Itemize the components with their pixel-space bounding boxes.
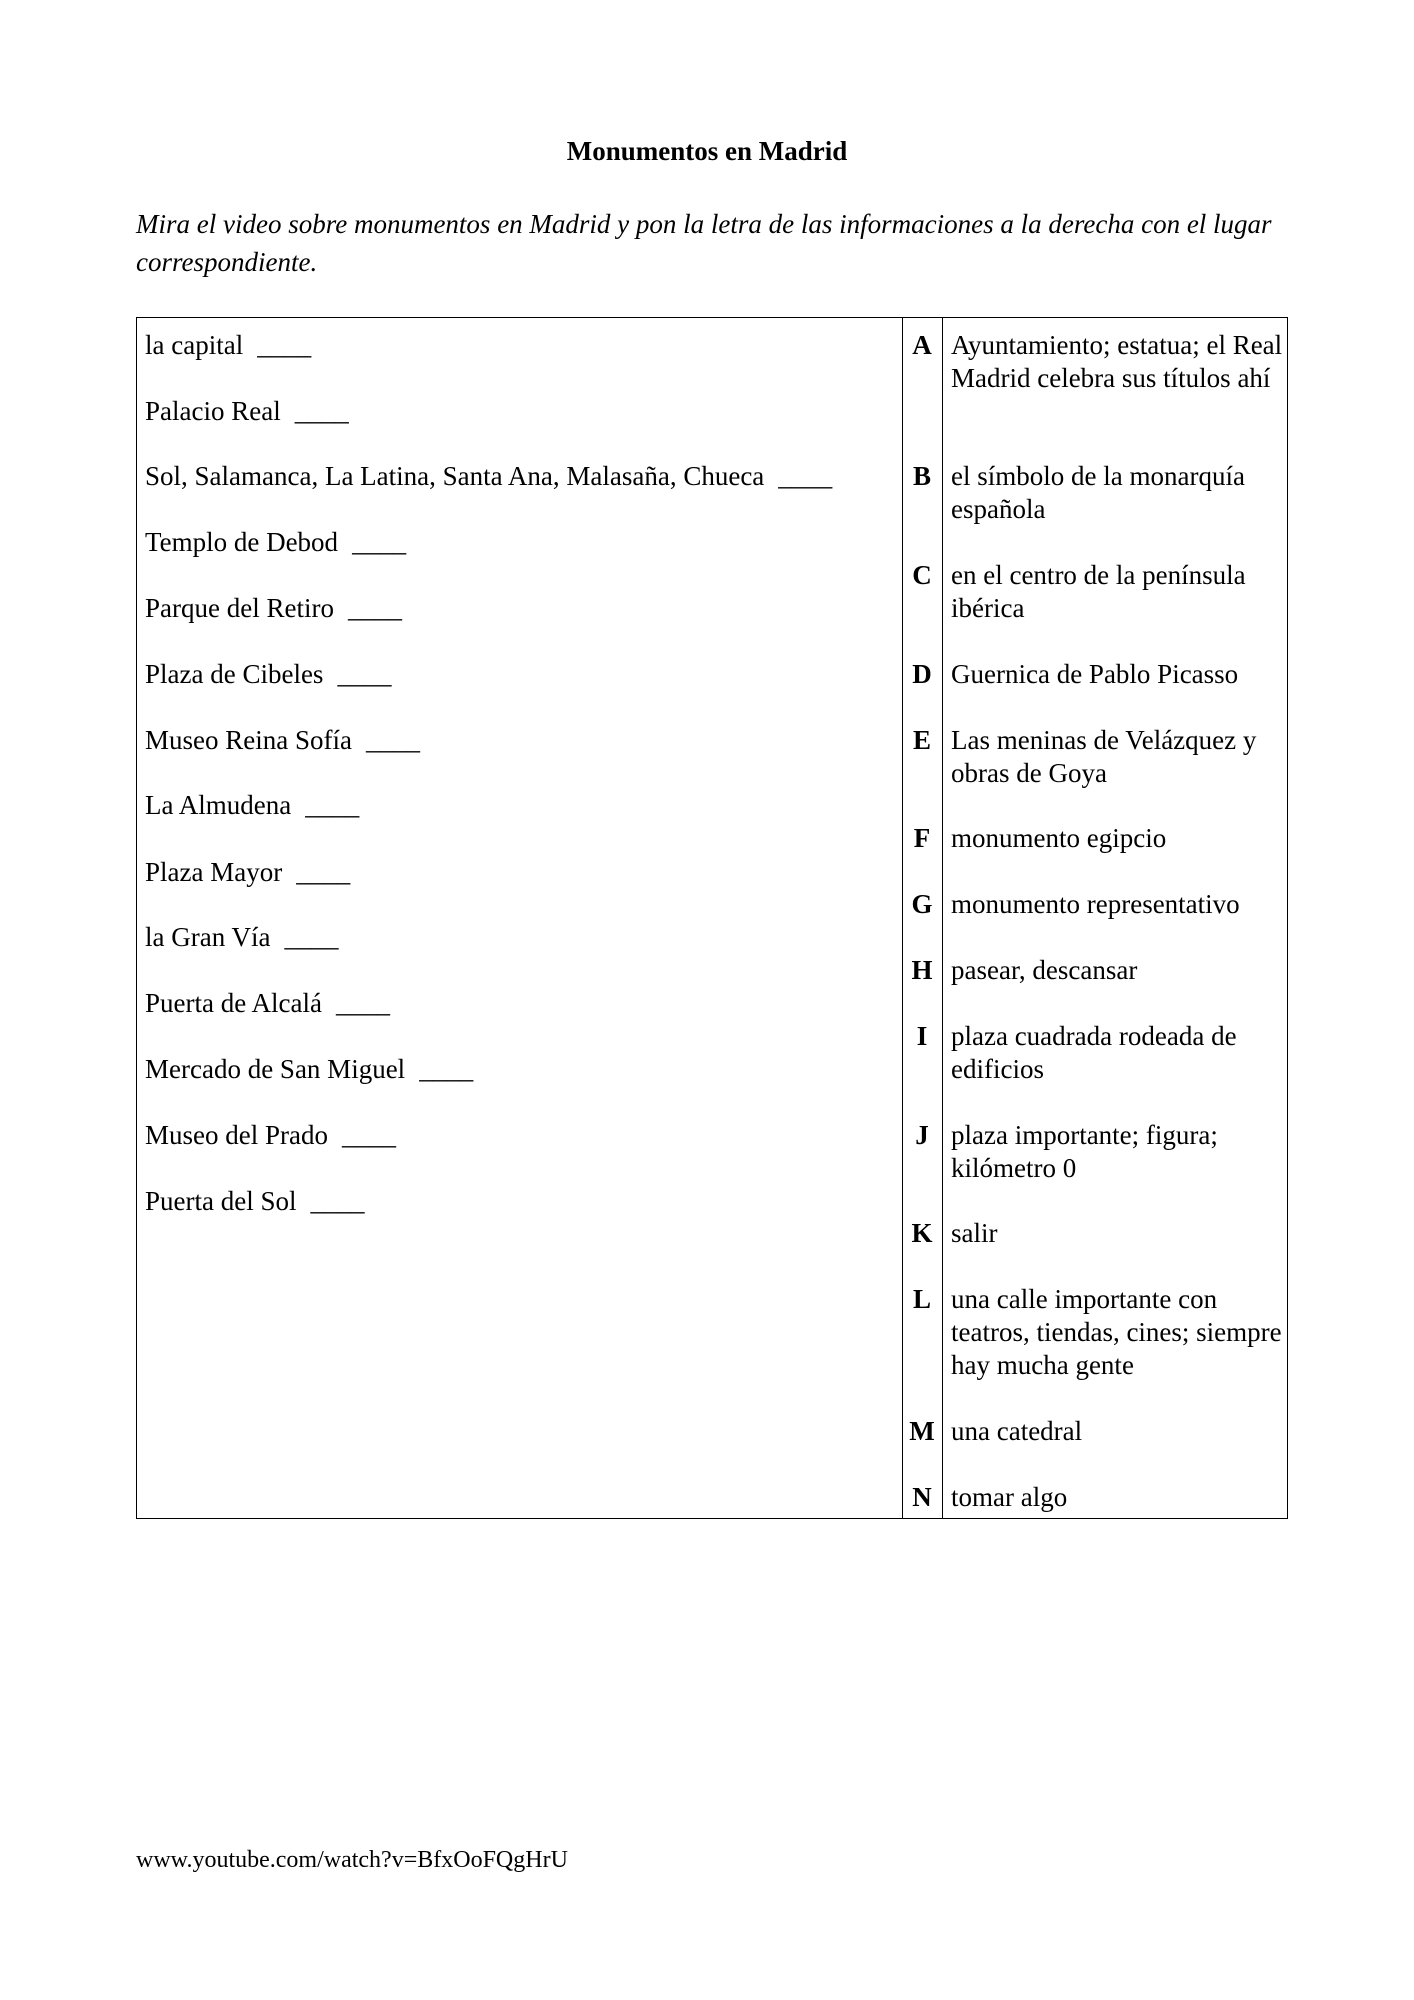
- place-label: Museo Reina Sofía: [145, 725, 352, 755]
- info-letter: M: [909, 1416, 935, 1446]
- info-letter: A: [912, 330, 932, 360]
- answer-blank: ____: [296, 857, 351, 887]
- info-letter: N: [912, 1482, 932, 1512]
- info-text: monumento representativo: [951, 889, 1240, 919]
- letters-column: [903, 318, 943, 1518]
- place-item: [145, 1053, 473, 1086]
- info-column: [943, 318, 1287, 1518]
- place-label: Plaza Mayor: [145, 857, 283, 887]
- info-text: pasear, descansar: [951, 955, 1138, 985]
- answer-blank: ____: [347, 593, 402, 623]
- info-letter: F: [913, 823, 931, 853]
- source-url: www.youtube.com/watch?v=BfxOoFQgHrU: [136, 1847, 568, 1873]
- place-item: [145, 526, 406, 559]
- answer-blank: ____: [337, 659, 392, 689]
- place-label: Plaza de Cibeles: [145, 659, 324, 689]
- place-label: Puerta de Alcalá: [145, 988, 322, 1018]
- info-text: una catedral: [951, 1416, 1083, 1446]
- place-item: [145, 592, 402, 625]
- info-letter: E: [912, 725, 931, 755]
- place-item: [145, 789, 359, 822]
- answer-blank: ____: [778, 461, 833, 491]
- info-text: Guernica de Pablo Picasso: [951, 659, 1239, 689]
- instructions: Mira el video sobre monumentos en Madrid y pon la letra de las informaciones a la derecha con el lugar correspondiente.: [136, 209, 1272, 277]
- info-text: salir: [951, 1218, 998, 1248]
- info-text: tomar algo: [951, 1482, 1068, 1512]
- info-text: una calle importante con teatros, tiendas, cines; siempre hay mucha gente: [951, 1284, 1282, 1380]
- info-letter: C: [912, 560, 932, 590]
- answer-blank: ____: [257, 330, 312, 360]
- place-label: Templo de Debod: [145, 527, 339, 557]
- place-item: [145, 987, 390, 1020]
- info-letter: H: [911, 955, 933, 985]
- answer-blank: ____: [341, 1120, 396, 1150]
- place-item: [145, 1185, 364, 1218]
- place-item: [145, 329, 311, 362]
- info-text: Ayuntamiento; estatua; el Real Madrid celebra sus títulos ahí: [951, 330, 1283, 393]
- place-item: [145, 724, 420, 757]
- answer-blank: ____: [419, 1054, 474, 1084]
- answer-blank: ____: [294, 396, 349, 426]
- place-item: [145, 856, 350, 889]
- answer-blank: ____: [365, 725, 420, 755]
- info-text: Las meninas de Velázquez y obras de Goya: [951, 725, 1257, 788]
- page-title: Monumentos en Madrid: [566, 136, 848, 166]
- place-label: la capital: [145, 330, 244, 360]
- info-letter: K: [911, 1218, 933, 1248]
- info-letter: G: [911, 889, 933, 919]
- place-item: [145, 658, 391, 691]
- answer-blank: ____: [284, 922, 339, 952]
- info-text: plaza importante; figura; kilómetro 0: [951, 1120, 1218, 1183]
- answer-blank: ____: [335, 988, 390, 1018]
- info-letter: I: [916, 1021, 928, 1051]
- place-label: Museo del Prado: [145, 1120, 328, 1150]
- place-label: La Almudena: [145, 790, 292, 820]
- place-item: [145, 1119, 396, 1152]
- place-label: Sol, Salamanca, La Latina, Santa Ana, Malasaña, Chueca: [145, 461, 765, 491]
- info-letter: L: [912, 1284, 931, 1314]
- answer-blank: ____: [310, 1186, 365, 1216]
- place-label: la Gran Vía: [145, 922, 271, 952]
- info-letter: J: [915, 1120, 929, 1150]
- info-text: el símbolo de la monarquía española: [951, 461, 1245, 524]
- answer-blank: ____: [305, 790, 360, 820]
- info-letter: D: [912, 659, 932, 689]
- places-column: [137, 318, 903, 1518]
- place-item: [145, 460, 832, 493]
- place-label: Puerta del Sol: [145, 1186, 297, 1216]
- matching-table: [136, 317, 1288, 1519]
- place-item: [145, 395, 349, 428]
- place-item: [145, 921, 338, 954]
- place-label: Mercado de San Miguel: [145, 1054, 406, 1084]
- answer-blank: ____: [352, 527, 407, 557]
- info-text: monumento egipcio: [951, 823, 1167, 853]
- place-label: Parque del Retiro: [145, 593, 334, 623]
- info-text: en el centro de la península ibérica: [951, 560, 1246, 623]
- place-label: Palacio Real: [145, 396, 281, 426]
- info-letter: B: [912, 461, 931, 491]
- info-text: plaza cuadrada rodeada de edificios: [951, 1021, 1237, 1084]
